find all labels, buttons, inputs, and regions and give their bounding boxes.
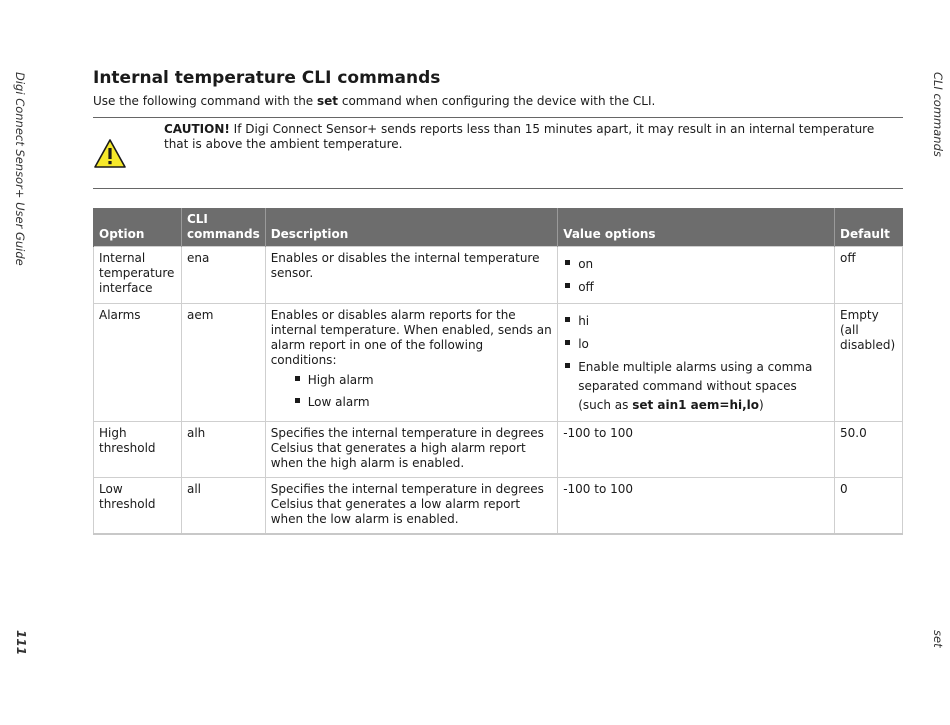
value-item: lo xyxy=(563,335,829,354)
condition-item: Low alarm xyxy=(293,393,553,412)
cell-description: Specifies the internal temperature in degrees Celsius that generates a low alarm report when the low alarm is enabled. xyxy=(265,478,558,535)
header-description: Description xyxy=(265,208,558,247)
cell-default: 0 xyxy=(835,478,903,535)
cell-default: 50.0 xyxy=(835,422,903,478)
caution-label: CAUTION! xyxy=(164,122,230,136)
page-number: 111 xyxy=(14,630,28,656)
cell-command: alh xyxy=(181,422,265,478)
value-item: on xyxy=(563,255,829,274)
header-option: Option xyxy=(94,208,182,247)
caution-message: If Digi Connect Sensor+ sends reports less than 15 minutes apart, it may result in an internal temperature that is above the ambient temperature. xyxy=(164,122,875,151)
cell-default: off xyxy=(835,247,903,304)
intro-text: Use the following command with the xyxy=(93,94,317,108)
intro-text-end: command when configuring the device with the CLI. xyxy=(338,94,656,108)
caution-box xyxy=(93,117,903,189)
table-row xyxy=(94,304,903,422)
section-heading: Internal temperature CLI commands xyxy=(93,68,441,88)
table-row xyxy=(94,478,903,535)
value-item: hi xyxy=(563,312,829,331)
cell-values xyxy=(558,304,835,422)
cell-option: Internal temperature interface xyxy=(94,247,182,304)
table-row xyxy=(94,247,903,304)
cell-description: Enables or disables the internal temperature sensor. xyxy=(265,247,558,304)
cell-description xyxy=(265,304,558,422)
warning-triangle-icon xyxy=(93,138,127,170)
header-value-options: Value options xyxy=(558,208,835,247)
value-example-command: set ain1 aem=hi,lo xyxy=(632,398,760,412)
value-item xyxy=(563,358,829,415)
cell-description: Specifies the internal temperature in degrees Celsius that generates a high alarm report when the high alarm is enabled. xyxy=(265,422,558,478)
caution-text xyxy=(164,122,883,152)
header-default: Default xyxy=(835,208,903,247)
chapter-title: CLI commands xyxy=(931,72,945,157)
cell-option: Alarms xyxy=(94,304,182,422)
intro-command: set xyxy=(317,94,339,108)
condition-item: High alarm xyxy=(293,371,553,390)
value-list xyxy=(563,312,829,415)
cell-default: Empty (all disabled) xyxy=(835,304,903,422)
value-note-end: ) xyxy=(759,398,764,412)
guide-title: Digi Connect Sensor+ User Guide xyxy=(13,72,27,266)
table-header-row xyxy=(94,208,903,247)
cell-values: -100 to 100 xyxy=(558,422,835,478)
cell-option: Low threshold xyxy=(94,478,182,535)
page-content xyxy=(93,68,903,535)
header-cli-commands: CLI commands xyxy=(181,208,265,247)
cell-values xyxy=(558,247,835,304)
intro-paragraph xyxy=(93,94,903,108)
cell-command: ena xyxy=(181,247,265,304)
value-list xyxy=(563,255,829,297)
cell-command: all xyxy=(181,478,265,535)
value-item: off xyxy=(563,278,829,297)
cell-command: aem xyxy=(181,304,265,422)
section-label: set xyxy=(931,630,945,648)
value-note: Enable multiple alarms using a comma separated command without spaces (such as xyxy=(578,360,813,412)
description-text: Enables or disables alarm reports for the internal temperature. When enabled, sends an alarm report in one of the following conditions: xyxy=(270,308,552,367)
cell-option: High threshold xyxy=(94,422,182,478)
condition-list xyxy=(293,371,553,412)
table-row xyxy=(94,422,903,478)
cell-values: -100 to 100 xyxy=(558,478,835,535)
commands-table xyxy=(93,208,903,535)
